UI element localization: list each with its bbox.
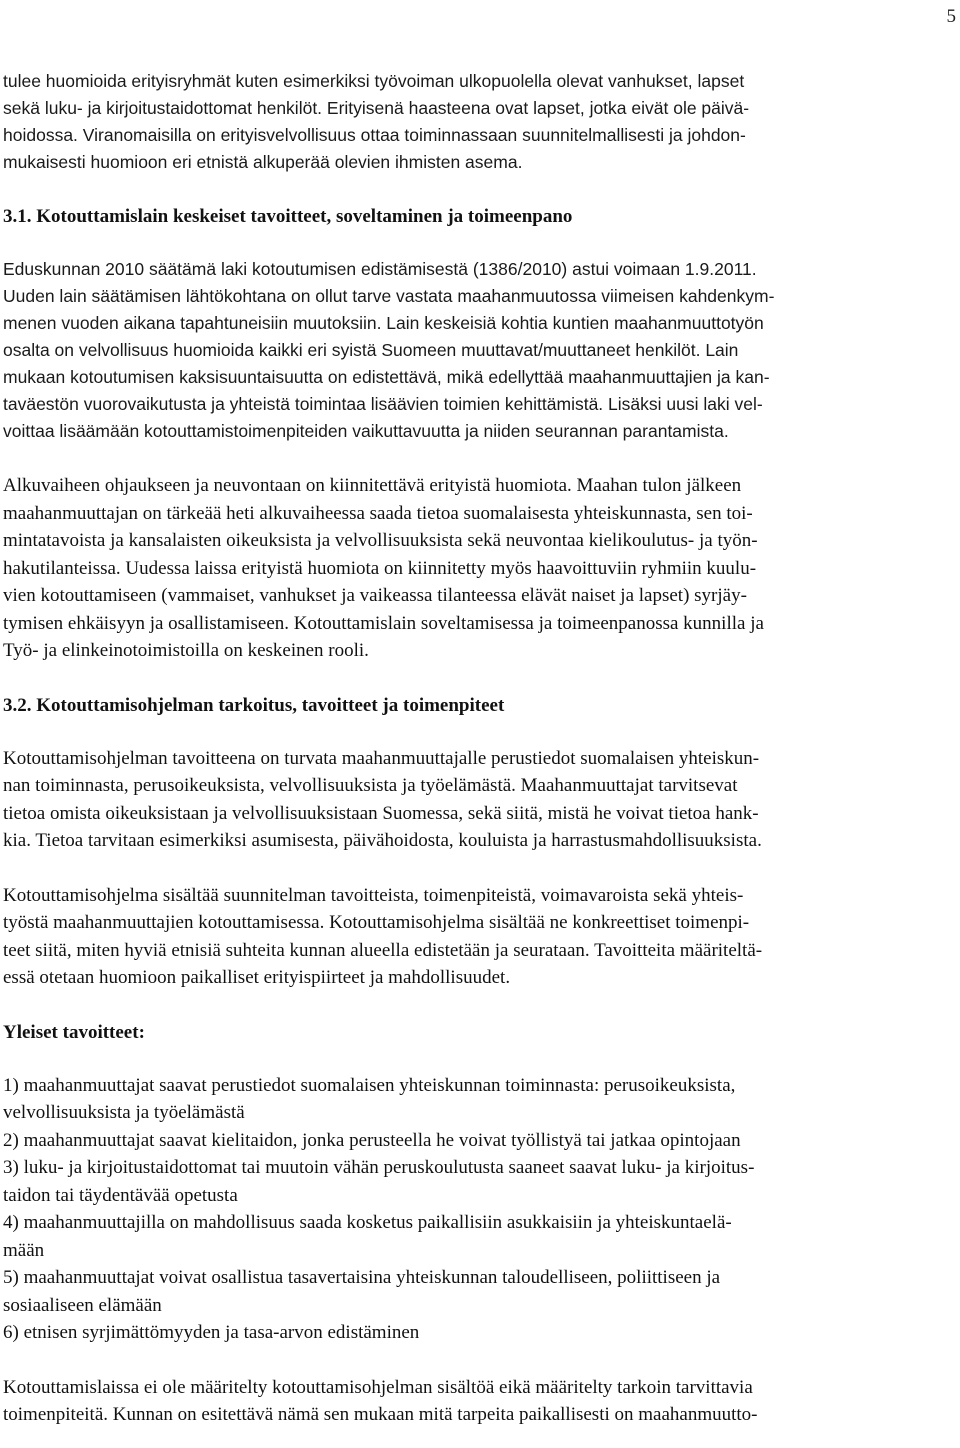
text-line: tulee huomioida erityisryhmät kuten esimerkiksi työvoiman ulkopuolella olevat vanhukset, lapset [3, 71, 745, 91]
text-line: teet siitä, miten hyviä etnisiä suhteita kunnan alueella edistetään ja seurataan. Tavoitteita määriteltä- [3, 939, 763, 961]
list-item-line: 1) maahanmuuttajat saavat perustiedot suomalaisen yhteiskunnan toiminnasta: perusoikeuksista, [3, 1074, 736, 1096]
section-3-2-paragraph-1 [3, 745, 955, 855]
list-item [3, 1127, 955, 1155]
general-goals-list [3, 1072, 955, 1347]
text-line: Kotouttamisohjelman tavoitteena on turvata maahanmuuttajalle perustiedot suomalaisen yhteiskun- [3, 747, 760, 769]
text-line: kia. Tietoa tarvitaan esimerkiksi asumisesta, päivähoidosta, kouluista ja harrastusmahdollisuuksista. [3, 830, 762, 851]
section-3-1-heading: 3.1. Kotouttamislain keskeiset tavoitteet, soveltaminen ja toimeenpano [3, 206, 573, 227]
section-3-1-paragraph-1 [3, 256, 955, 445]
text-line: hoidossa. Viranomaisilla on erityisvelvollisuus ottaa toiminnassaan suunnitelmallisesti ja johdon- [3, 125, 746, 145]
section-3-2-heading: 3.2. Kotouttamisohjelman tarkoitus, tavoitteet ja toimenpiteet [3, 694, 505, 716]
text-line: Kotouttamisohjelma sisältää suunnitelman tavoitteista, toimenpiteistä, voimavaroista sekä yhteis- [3, 884, 744, 906]
text-line: hakutilanteissa. Uudessa laissa erityistä huomiota on kiinnitetty myös haavoittuviin ryhmiin kuulu- [3, 557, 757, 579]
list-item [3, 1154, 955, 1209]
text-line: taväestön vuorovaikutusta ja yhteistä toimintaa lisäävien toimien kehittämistä. Lisäksi uusi laki vel- [3, 394, 763, 414]
list-item-line: 6) etnisen syrjimättömyyden ja tasa-arvon edistäminen [3, 1322, 420, 1343]
list-item-line: 4) maahanmuuttajilla on mahdollisuus saada kosketus paikallisiin asukkaisiin ja yhteiskuntaelä- [3, 1212, 732, 1233]
text-line: Uuden lain säätämisen lähtökohtana on ollut tarve vastata maahanmuutossa viimeisen kahdenkym- [3, 286, 775, 306]
list-item-line: 5) maahanmuuttajat voivat osallistua tasavertaisina yhteiskunnan taloudelliseen, poliittiseen ja [3, 1267, 721, 1288]
text-line: Eduskunnan 2010 säätämä laki kotoutumisen edistämisestä (1386/2010) astui voimaan 1.9.2011. [3, 259, 757, 279]
text-line: työstä maahanmuuttajien kotouttamisessa. Kotouttamisohjelma sisältää ne konkreettiset toimenpi- [3, 912, 750, 933]
list-item-line: mään [3, 1239, 45, 1261]
text-line: tietoa omista oikeuksistaan ja velvollisuuksistaan Suomessa, sekä siitä, mistä he voivat tietoa hank- [3, 802, 759, 824]
list-item-line: taidon tai täydentävää opetusta [3, 1184, 238, 1206]
list-item-line: velvollisuuksista ja työelämästä [3, 1102, 245, 1123]
document-body [3, 68, 955, 1429]
text-line: mintatavoista ja kansalaisten oikeuksista ja velvollisuuksista sekä neuvontaa kielikoulutus- ja työn- [3, 530, 758, 551]
section-3-2-paragraph-2 [3, 882, 955, 992]
text-line: Alkuvaiheen ohjaukseen ja neuvontaan on kiinnitettävä erityistä huomiota. Maahan tulon jälkeen [3, 475, 742, 496]
text-line: tymisen ehkäisyyn ja osallistamiseen. Kotouttamislain soveltamisessa ja toimeenpanossa kunnilla ja [3, 612, 764, 634]
text-line: vien kotouttamiseen (vammaiset, vanhukset ja vaikeassa tilanteessa elävät naiset ja lapset) syrjäy- [3, 585, 747, 606]
text-line: sekä luku- ja kirjoitustaidottomat henkilöt. Erityisenä haasteena ovat lapset, jotka eivät ole päivä- [3, 98, 750, 118]
text-line: osalta on velvollisuus huomioida kaikki eri syistä Suomeen muuttavat/muuttaneet henkilöt. Lain [3, 340, 739, 360]
list-item [3, 1319, 955, 1347]
text-line: mukaan kotoutumisen kaksisuuntaisuutta on edistettävä, mikä edellyttää maahanmuuttajien ja kan- [3, 367, 770, 387]
text-line: essä otetaan huomioon paikalliset erityispiirteet ja mahdollisuudet. [3, 967, 511, 988]
text-line: Työ- ja elinkeinotoimistoilla on keskeinen rooli. [3, 640, 369, 661]
general-goals-heading: Yleiset tavoitteet: [3, 1021, 145, 1043]
list-item-line: sosiaaliseen elämään [3, 1294, 162, 1316]
intro-paragraph [3, 68, 955, 176]
text-line: nan toiminnasta, perusoikeuksista, velvollisuuksista ja työelämästä. Maahanmuuttajat tarvitsevat [3, 775, 738, 796]
text-line: toimenpiteitä. Kunnan on esitettävä nämä sen mukaan mitä tarpeita paikallisesti on maahanmuutto- [3, 1404, 758, 1425]
text-line: mukaisesti huomioon eri etnistä alkuperää olevien ihmisten asema. [3, 152, 523, 172]
page-number: 5 [946, 6, 956, 27]
text-line: maahanmuuttajan on tärkeää heti alkuvaiheessa saada tietoa suomalaisesta yhteiskunnasta, sen toi- [3, 502, 753, 524]
text-line: voittaa lisäämään kotouttamistoimenpiteiden vaikuttavuutta ja niiden seurannan parantamista. [3, 421, 729, 441]
list-item-line: 2) maahanmuuttajat saavat kielitaidon, jonka perusteella he voivat työllistyä tai jatkaa opintojaan [3, 1129, 741, 1151]
list-item [3, 1209, 955, 1264]
text-line: Kotouttamislaissa ei ole määritelty kotouttamisohjelman sisältöä eikä määritelty tarkoin tarvittavia [3, 1376, 753, 1398]
list-item-line: 3) luku- ja kirjoitustaidottomat tai muutoin vähän peruskoulutusta saaneet saavat luku- ja kirjoitus- [3, 1157, 755, 1178]
list-item [3, 1072, 955, 1127]
closing-paragraph [3, 1374, 955, 1429]
list-item [3, 1264, 955, 1319]
text-line: menen vuoden aikana tapahtuneisiin muutoksiin. Lain keskeisiä kohtia kuntien maahanmuuttotyön [3, 313, 764, 333]
section-3-1-paragraph-2 [3, 472, 955, 665]
